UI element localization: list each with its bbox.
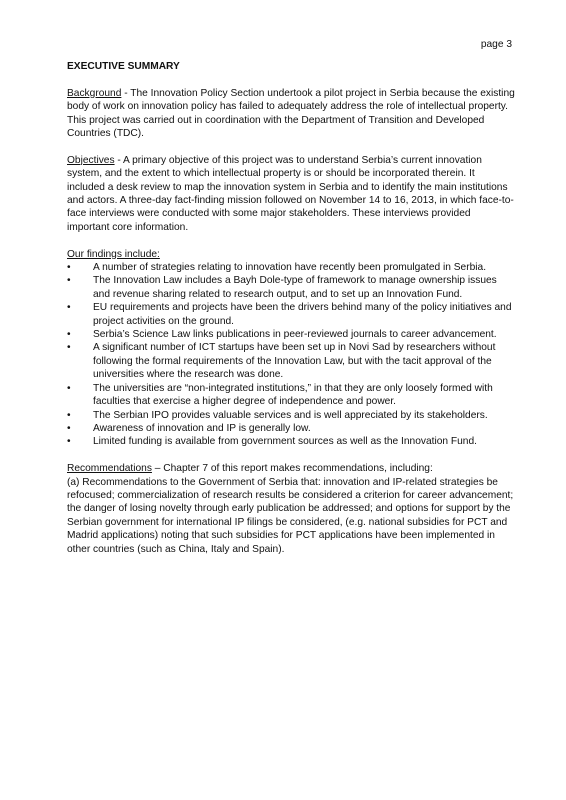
bullet: • (67, 302, 71, 314)
list-item-text: Serbia’s Science Law links publications in peer-reviewed journals to career advancement. (93, 329, 497, 341)
list-item-text: The Innovation Law includes a Bayh Dole-type of framework to manage ownership issues and revenue sharing related to research output, and to set up an Innovation Fund. (93, 275, 497, 300)
list-item-text: The Serbian IPO provides valuable services and is well appreciated by its stakeholders. (93, 409, 488, 421)
list-item-text: Limited funding is available from government sources as well as the Innovation Fund. (93, 436, 477, 448)
recommendations-paragraph (67, 462, 515, 556)
list-item (67, 435, 515, 448)
list-item (67, 341, 515, 381)
list-item (67, 328, 515, 341)
list-item (67, 409, 515, 422)
list-item-text: EU requirements and projects have been the drivers behind many of the policy initiatives and project activities on the ground. (93, 302, 512, 327)
objectives-paragraph (67, 154, 515, 234)
background-lead: Background (67, 87, 122, 99)
recommendations-lead: Recommendations (67, 463, 152, 475)
findings-list (67, 261, 515, 449)
list-item (67, 382, 515, 409)
bullet: • (67, 436, 71, 448)
bullet: • (67, 329, 71, 341)
findings-section (67, 248, 515, 449)
bullet: • (67, 422, 71, 434)
recommendations-text: – Chapter 7 of this report makes recommendations, including: (151, 463, 433, 475)
list-item (67, 422, 515, 435)
recommendations-detail: (a) Recommendations to the Government of Serbia that: innovation and IP-related strategies be refocused; commercialization of research results be considered a criterion for career advancement; the danger of losing novelty through early publication be addressed; and options for support by the Serbian government for international IP filings be considered, (e.g. national subsidies for PCT and Madrid applications) noting that such subsidies for PCT applications have been implemented in other countries (such as China, Italy and Spain). (67, 476, 514, 555)
section-heading: EXECUTIVE SUMMARY (67, 61, 180, 72)
list-item (67, 301, 515, 328)
list-item-text: A significant number of ICT startups have been set up in Novi Sad by researchers without following the formal requirements of the Innovation Law, but with the tacit approval of the universities where the research was done. (93, 342, 496, 381)
bullet: • (67, 262, 71, 274)
list-item-text: The universities are “non-integrated institutions,” in that they are only loosely formed with faculties that exercise a higher degree of independence and power. (93, 382, 493, 408)
findings-lead: Our findings include: (67, 248, 160, 260)
objectives-lead: Objectives (67, 154, 115, 166)
bullet: • (67, 342, 71, 354)
background-text: - The Innovation Policy Section undertook a pilot project in Serbia because the existing body of work on innovation policy has failed to adequately address the role of intellectual property. This project was carried out in coordination with the Department of Transition and Developed Countries (TDC). (67, 87, 515, 140)
list-item-text: A number of strategies relating to innovation have recently been promulgated in Serbia. (93, 262, 487, 274)
document-body (67, 60, 515, 569)
objectives-text: - A primary objective of this project was to understand Serbia’s current innovation system, and the extent to which intellectual property is or should be incorporated therein. It included a desk review to map the innovation system in Serbia and to identify the main institutions and actors. A three-day fact-finding mission followed on November 14 to 16, 2013, in which face-to-face interviews were conducted with some major stakeholders. These interviews provided important core information. (67, 154, 514, 233)
page-number: page 3 (480, 39, 512, 50)
bullet: • (67, 275, 71, 287)
list-item (67, 274, 515, 301)
background-paragraph (67, 87, 515, 141)
list-item-text: Awareness of innovation and IP is generally low. (93, 422, 311, 434)
bullet: • (67, 409, 71, 421)
list-item (67, 261, 515, 274)
bullet: • (67, 382, 71, 394)
